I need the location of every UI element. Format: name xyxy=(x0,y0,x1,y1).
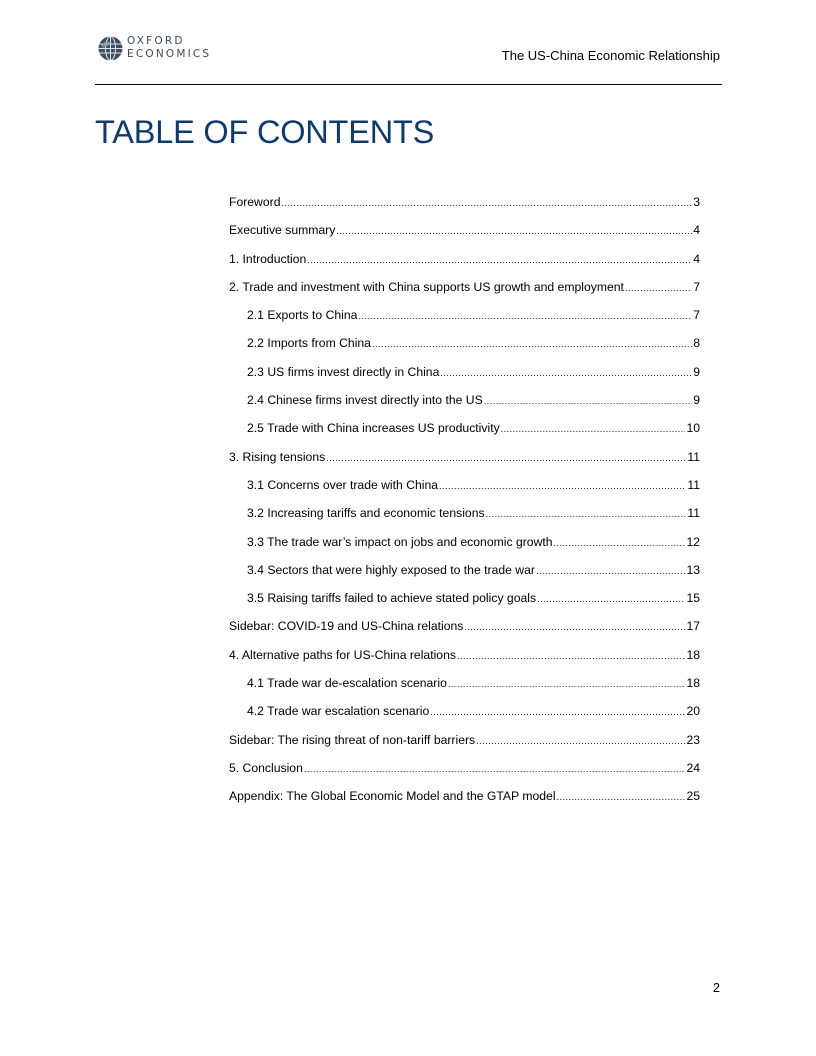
toc-dot-leader xyxy=(439,476,686,496)
toc-entry-label: 2.4 Chinese firms invest directly into the US xyxy=(247,393,483,408)
toc-entry-label: 3.1 Concerns over trade with China xyxy=(247,477,439,492)
toc-entry[interactable] xyxy=(229,560,700,588)
toc-entry[interactable] xyxy=(229,786,700,814)
toc-entry-label: Executive summary xyxy=(229,223,336,238)
logo-line-2: ECONOMICS xyxy=(127,48,212,60)
toc-entry-page: 23 xyxy=(686,732,700,747)
logo-wordmark xyxy=(127,35,211,61)
toc-entry-label: 4. Alternative paths for US-China relations xyxy=(229,647,456,662)
toc-entry[interactable] xyxy=(229,418,700,446)
toc-dot-leader xyxy=(358,306,692,326)
toc-entry[interactable] xyxy=(229,673,700,701)
toc-entry-page: 8 xyxy=(693,336,700,351)
toc-entry[interactable] xyxy=(229,758,700,786)
toc-dot-leader xyxy=(625,278,692,298)
toc-entry[interactable] xyxy=(229,503,700,531)
header-divider xyxy=(95,84,722,85)
logo-line-1: OXFORD xyxy=(127,35,185,47)
toc-entry-label: 2. Trade and investment with China supports US growth and employment xyxy=(229,279,624,294)
toc-entry[interactable] xyxy=(229,701,700,729)
toc-entry[interactable] xyxy=(229,249,700,277)
page-number: 2 xyxy=(713,981,720,995)
toc-entry-page: 4 xyxy=(693,223,700,238)
toc-entry-label: 3.4 Sectors that were highly exposed to the trade war xyxy=(247,562,535,577)
toc-entry-label: Sidebar: The rising threat of non-tariff barriers xyxy=(229,732,476,747)
toc-dot-leader xyxy=(557,787,686,807)
toc-entry-page: 4 xyxy=(693,251,700,266)
toc-entry-label: 2.3 US firms invest directly in China xyxy=(247,364,440,379)
toc-entry-label: 4.1 Trade war de-escalation scenario xyxy=(247,676,447,691)
toc-entry[interactable] xyxy=(229,333,700,361)
toc-entry[interactable] xyxy=(229,616,700,644)
toc-dot-leader xyxy=(336,221,692,241)
toc-entry-page: 18 xyxy=(686,676,700,691)
toc-dot-leader xyxy=(372,334,692,354)
toc-dot-leader xyxy=(326,448,686,468)
toc-entry[interactable] xyxy=(229,730,700,758)
toc-entry-page: 9 xyxy=(693,364,700,379)
page-title: TABLE OF CONTENTS xyxy=(95,114,435,150)
toc-entry-page: 15 xyxy=(686,591,700,606)
toc-dot-leader xyxy=(536,561,686,581)
toc-entry-page: 7 xyxy=(693,279,700,294)
toc-entry-label: Foreword xyxy=(229,195,281,209)
toc-entry-page: 7 xyxy=(693,308,700,323)
toc-entry-page: 12 xyxy=(686,534,700,549)
toc-dot-leader xyxy=(440,363,692,383)
globe-logo-icon xyxy=(97,35,124,62)
toc-entry-page: 11 xyxy=(687,477,700,492)
toc-entry[interactable] xyxy=(229,447,700,475)
toc-entry-page: 10 xyxy=(686,421,700,436)
toc-entry-page: 25 xyxy=(686,789,700,804)
toc-dot-leader xyxy=(501,419,686,439)
toc-entry-label: 4.2 Trade war escalation scenario xyxy=(247,704,430,719)
toc-entry-page: 11 xyxy=(687,449,700,464)
toc-entry-page: 17 xyxy=(686,619,700,634)
report-title: The US-China Economic Relationship xyxy=(501,48,720,63)
toc-entry-label: 3. Rising tensions xyxy=(229,449,326,464)
toc-entry-label: Appendix: The Global Economic Model and the GTAP model xyxy=(229,789,556,804)
toc-entry-label: 3.2 Increasing tariffs and economic tensions xyxy=(247,506,485,521)
toc-entry-page: 11 xyxy=(687,506,700,521)
toc-entry-label: 1. Introduction xyxy=(229,251,307,266)
toc-dot-leader xyxy=(476,731,685,751)
toc-dot-leader xyxy=(304,759,686,779)
toc-dot-leader xyxy=(281,193,692,213)
toc-entry-label: Sidebar: COVID-19 and US-China relations xyxy=(229,619,464,634)
toc-entry[interactable] xyxy=(229,475,700,503)
toc-dot-leader xyxy=(448,674,686,694)
toc-entry-page: 20 xyxy=(686,704,700,719)
toc-dot-leader xyxy=(307,250,692,270)
toc-entry-page: 18 xyxy=(686,647,700,662)
toc-entry-label: 3.5 Raising tariffs failed to achieve stated policy goals xyxy=(247,591,537,606)
toc-entry-label: 2.5 Trade with China increases US productivity xyxy=(247,421,500,436)
toc-entry[interactable] xyxy=(229,645,700,673)
toc-entry-label: 2.1 Exports to China xyxy=(247,308,358,323)
toc-entry[interactable] xyxy=(229,220,700,248)
toc-entry-label: 5. Conclusion xyxy=(229,760,303,775)
toc-dot-leader xyxy=(464,617,685,637)
toc-entry-page: 9 xyxy=(693,393,700,408)
toc-entry-page: 13 xyxy=(686,562,700,577)
toc-entry[interactable] xyxy=(229,532,700,560)
table-of-contents xyxy=(229,192,700,815)
toc-entry[interactable] xyxy=(229,390,700,418)
toc-entry[interactable] xyxy=(229,305,700,333)
toc-entry-label: 3.3 The trade war’s impact on jobs and economic growth xyxy=(247,534,553,549)
toc-entry[interactable] xyxy=(229,192,700,220)
toc-dot-leader xyxy=(537,589,685,609)
toc-dot-leader xyxy=(457,646,685,666)
toc-entry-page: 24 xyxy=(686,760,700,775)
toc-entry[interactable] xyxy=(229,362,700,390)
toc-dot-leader xyxy=(484,391,692,411)
toc-entry-page: 3 xyxy=(693,195,700,209)
toc-entry-label: 2.2 Imports from China xyxy=(247,336,371,351)
toc-dot-leader xyxy=(554,533,686,553)
toc-dot-leader xyxy=(486,504,687,524)
toc-entry[interactable] xyxy=(229,277,700,305)
toc-dot-leader xyxy=(430,702,685,722)
toc-entry[interactable] xyxy=(229,588,700,616)
